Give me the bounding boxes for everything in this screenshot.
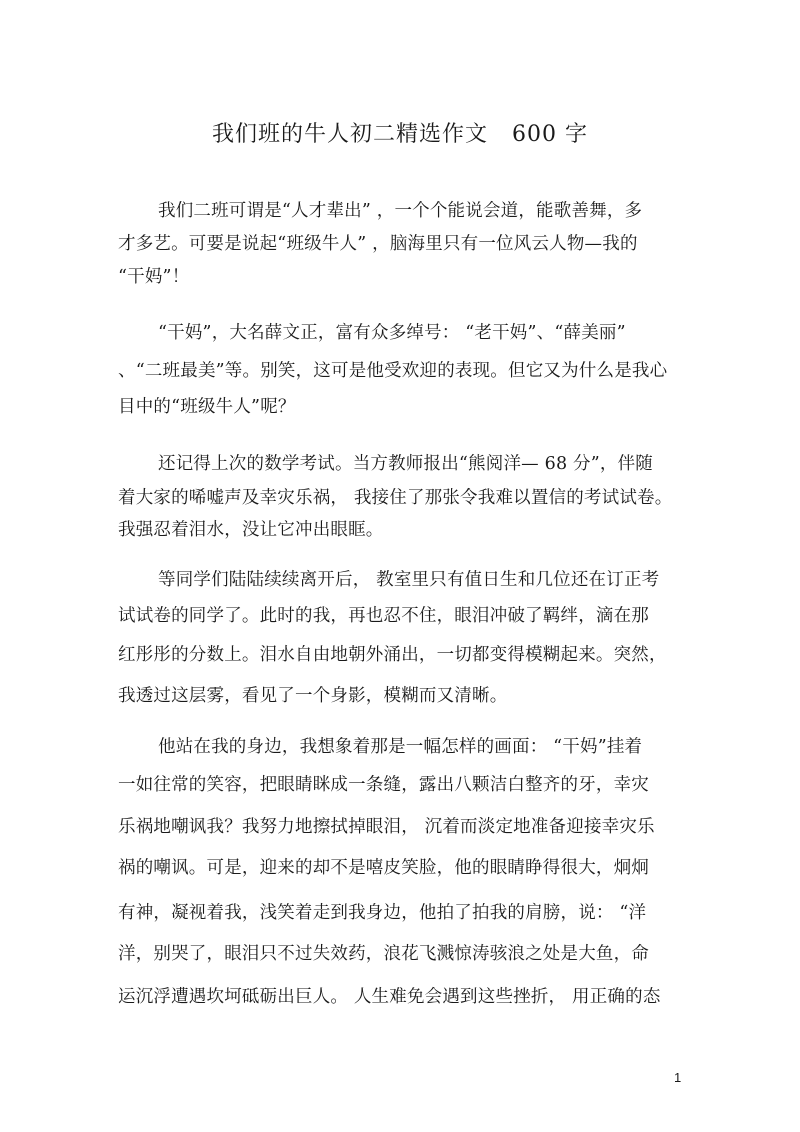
paragraph-3-line-3: 我强忍着泪水，没让它冲出眼眶。 <box>118 520 384 540</box>
paragraph-5-line-4: 祸的嘲讽。可是，迎来的却不是嘻皮笑脸，他的眼睛睁得很大，炯炯 <box>118 858 649 878</box>
paragraph-4-line-3: 红彤彤的分数上。泪水自由地朝外涌出，一切都变得模糊起来。突然， <box>118 645 667 665</box>
paragraph-2-line-2: 、“二班最美”等。别笑，这可是他受欢迎的表现。但它又为什么是我心 <box>118 361 668 381</box>
paragraph-4-line-4: 我透过这层雾，看见了一个身影，模糊而又清晰。 <box>118 686 508 706</box>
paragraph-5-line-5: 有神，凝视着我，浅笑着走到我身边，他拍了拍我的肩膀，说： “洋 <box>118 903 647 923</box>
paragraph-1-line-3: “干妈”！ <box>118 267 190 287</box>
paragraph-1-line-1: 我们二班可谓是“人才辈出” ，一个个能说会道，能歌善舞，多 <box>158 201 643 221</box>
title-word-count: 600 字 <box>512 122 588 147</box>
paragraph-2-line-3: 目中的“班级牛人”呢？ <box>118 397 296 417</box>
paragraph-5-line-1: 他站在我的身边，我想象着那是一幅怎样的画面： “干妈”挂着 <box>158 737 643 757</box>
paragraph-2-line-1: “干妈”，大名薛文正，富有众多绰号： “老干妈”、“薛美丽” <box>158 323 626 343</box>
paragraph-5-line-3: 乐祸地嘲讽我？我努力地擦拭掉眼泪， 沉着而淡定地准备迎接幸灾乐 <box>118 817 655 837</box>
paragraph-3-line-1: 还记得上次的数学考试。当方教师报出“熊阅洋— 68 分”，伴随 <box>158 454 653 474</box>
paragraph-5-line-2: 一如往常的笑容，把眼睛眯成一条缝，露出八颗洁白整齐的牙，幸灾 <box>118 775 649 795</box>
page-number: 1 <box>674 1070 682 1085</box>
document-title <box>0 120 800 150</box>
paragraph-4-line-2: 试试卷的同学了。此时的我，再也忍不住，眼泪冲破了羁绊，滴在那 <box>118 606 649 626</box>
paragraph-5-line-7: 运沉浮遭遇坎坷砥砺出巨人。 人生难免会遇到这些挫折， 用正确的态 <box>118 987 661 1007</box>
paragraph-3-line-2: 着大家的唏嘘声及幸灾乐祸， 我接住了那张令我难以置信的考试试卷。 <box>118 488 673 508</box>
title-text: 我们班的牛人初二精选作文 <box>211 122 488 147</box>
paragraph-1-line-2: 才多艺。可要是说起“班级牛人” ，脑海里只有一位风云人物—我的 <box>118 234 638 254</box>
paragraph-5-line-6: 洋，别哭了，眼泪只不过失效药，浪花飞溅惊涛骇浪之处是大鱼，命 <box>118 944 649 964</box>
paragraph-4-line-1: 等同学们陆陆续续离开后， 教室里只有值日生和几位还在订正考 <box>158 570 660 590</box>
